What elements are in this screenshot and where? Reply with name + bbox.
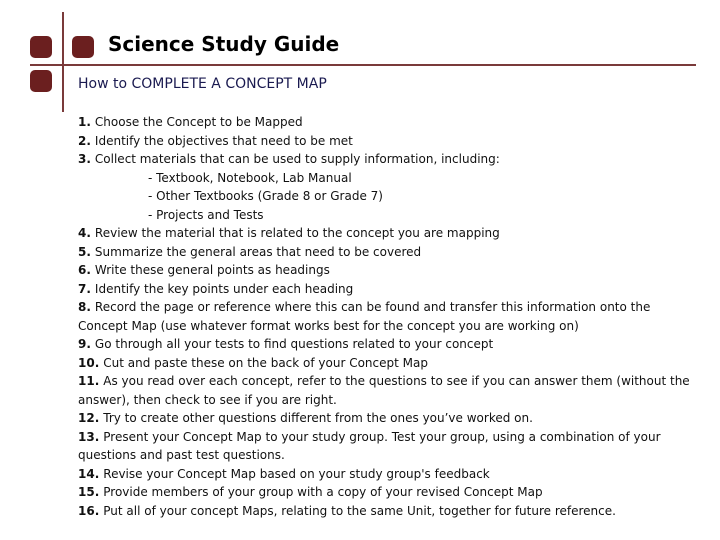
list-item bbox=[78, 483, 690, 502]
decor-square-bottom-left bbox=[30, 70, 52, 92]
sub-list-item: - Projects and Tests bbox=[148, 207, 264, 222]
step-text: Identify the key points under each heading bbox=[94, 281, 354, 296]
step-text: Identify the objectives that need to be met bbox=[94, 133, 353, 148]
step-text: As you read over each concept, refer to the questions to see if you can answer them (without the answer), then check to see if you are right. bbox=[78, 374, 690, 407]
step-text: Provide members of your group with a copy of your revised Concept Map bbox=[103, 485, 543, 499]
step-number: 4. bbox=[78, 226, 91, 240]
step-text: Collect materials that can be used to supply information, including: bbox=[94, 152, 500, 166]
decor-square-top-left bbox=[30, 36, 52, 58]
step-text: Cut and paste these on the back of your Concept Map bbox=[103, 355, 428, 370]
step-text: Choose the Concept to be Mapped bbox=[94, 115, 303, 129]
list-item bbox=[78, 224, 690, 243]
step-number: 13. bbox=[78, 429, 100, 444]
list-item bbox=[78, 280, 690, 299]
step-number: 15. bbox=[78, 485, 100, 499]
step-number: 3. bbox=[78, 152, 91, 166]
list-item bbox=[78, 502, 690, 521]
step-text: Try to create other questions different from the ones you’ve worked on. bbox=[103, 411, 533, 425]
decor-horizontal-rule bbox=[30, 64, 696, 66]
page-title: Science Study Guide bbox=[108, 32, 340, 56]
step-text: Go through all your tests to find questions related to your concept bbox=[94, 337, 494, 351]
step-text: Write these general points as headings bbox=[94, 263, 330, 277]
list-item bbox=[78, 428, 690, 465]
step-text: Put all of your concept Maps, relating to the same Unit, together for future reference. bbox=[103, 503, 616, 518]
list-item bbox=[78, 113, 690, 132]
step-text: Revise your Concept Map based on your study group's feedback bbox=[103, 466, 490, 481]
sub-list-item: - Other Textbooks (Grade 8 or Grade 7) bbox=[148, 189, 383, 203]
step-text: Present your Concept Map to your study group. Test your group, using a combination of your questions and past test questions. bbox=[78, 429, 661, 462]
step-text: Record the page or reference where this can be found and transfer this information onto the Concept Map (use whatever format works best for the concept you are working on) bbox=[78, 300, 651, 333]
list-item bbox=[78, 335, 690, 354]
step-text: Summarize the general areas that need to be covered bbox=[94, 244, 422, 259]
step-number: 11. bbox=[78, 374, 100, 388]
list-item bbox=[78, 298, 690, 335]
step-number: 1. bbox=[78, 115, 91, 129]
list-item bbox=[78, 243, 690, 262]
list-item bbox=[78, 372, 690, 409]
step-number: 7. bbox=[78, 281, 91, 296]
sub-list-item: - Textbook, Notebook, Lab Manual bbox=[148, 170, 352, 185]
step-number: 12. bbox=[78, 411, 100, 425]
list-item bbox=[78, 465, 690, 484]
step-number: 2. bbox=[78, 133, 91, 148]
step-number: 9. bbox=[78, 337, 91, 351]
step-number: 5. bbox=[78, 244, 91, 259]
list-item bbox=[78, 261, 690, 280]
steps-list bbox=[78, 113, 690, 520]
step-number: 6. bbox=[78, 263, 91, 277]
step-number: 16. bbox=[78, 503, 100, 518]
decor-square-top-right bbox=[72, 36, 94, 58]
step-number: 10. bbox=[78, 355, 100, 370]
list-item bbox=[78, 132, 690, 151]
decor-vertical-rule bbox=[62, 12, 64, 112]
step-text: Review the material that is related to the concept you are mapping bbox=[94, 226, 500, 240]
step-number: 8. bbox=[78, 300, 91, 314]
list-item bbox=[78, 354, 690, 373]
list-item bbox=[78, 409, 690, 428]
step-number: 14. bbox=[78, 466, 100, 481]
section-subtitle: How to COMPLETE A CONCEPT MAP bbox=[78, 76, 327, 92]
list-item bbox=[78, 150, 690, 169]
